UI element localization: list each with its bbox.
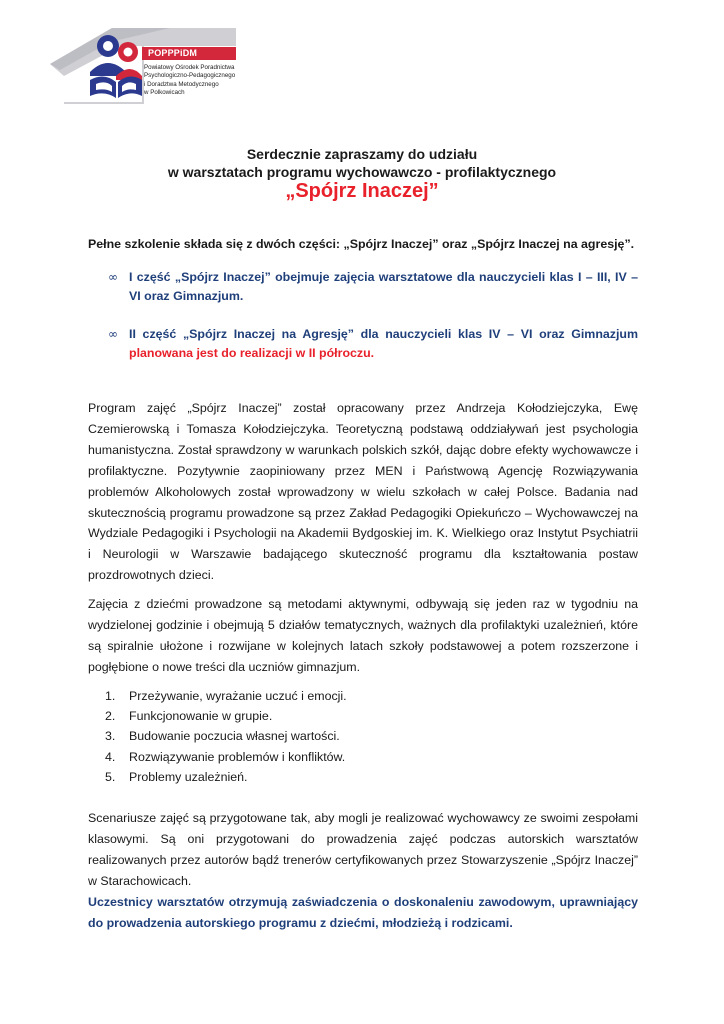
list-item-text: Rozwiązywanie problemów i konfliktów. — [129, 749, 346, 764]
institution-logo — [50, 24, 240, 106]
bullet-part-two-schedule: planowana jest do realizacji w II półroczu. — [129, 346, 375, 360]
training-intro: Pełne szkolenie składa się z dwóch części: „Spójrz Inaczej” oraz „Spójrz Inaczej na agresję”. — [88, 237, 635, 251]
list-item — [105, 726, 347, 746]
logo-line: w Polkowicach — [144, 89, 185, 97]
bullet-part-two-text — [129, 325, 638, 363]
list-item-number: 2. — [105, 709, 116, 724]
list-item-number: 3. — [105, 729, 116, 744]
list-item-number: 5. — [105, 769, 116, 784]
logo-line: i Doradztwa Metodycznego — [144, 80, 219, 88]
topic-list — [105, 686, 347, 787]
logo-institution-name — [144, 64, 244, 98]
program-description: Program zajęć „Spójrz Inaczej” został opracowany przez Andrzeja Kołodziejczyka, Ewę Czemierowską i Tomasza Kołodziejczyka. Teoretyczną podstawą oddziaływań jest psychologia humanistyczna. Został sprawdzony w warunkach polskich szkół, dając dobre efekty wychowawcze i profilaktyczne. Pozytywnie zaopiniowany przez MEN i Państwową Agencję Rozwiązywania problemów Alkoholowych został wprowadzony w wielu szkołach w całej Polsce. Badania nad skutecznością programu prowadzone są przez Zakład Pedagogiki Opiekuńczo – Wychowawczej na Wydziale Pedagogiki i Psychologii na Akademii Bydgoskiej im. K. Wielkiego oraz Instytut Psychiatrii i Neurologii w Warszawie badającego skuteczność programu dla kształtowania postaw prozdrowotnych dzieci. — [88, 401, 638, 583]
logo-line: Powiatowy Ośrodek Poradnictwa — [144, 64, 235, 71]
logo-line: Psychologiczno-Pedagogicznego — [144, 72, 236, 80]
invitation-line-2: w warsztatach programu wychowawczo - profilaktycznego — [167, 164, 557, 180]
list-item — [105, 747, 347, 767]
list-item-text: Budowanie poczucia własnej wartości. — [129, 729, 340, 744]
infinity-bullet-icon: ∞ — [108, 270, 118, 284]
list-item — [105, 706, 347, 726]
logo-badge: POPPPiDM — [142, 47, 236, 60]
list-item-text: Przeżywanie, wyrażanie uczuć i emocji. — [129, 689, 347, 703]
list-item — [105, 767, 347, 787]
bullet-part-one-text: I część „Spójrz Inaczej” obejmuje zajęcia warsztatowe dla nauczycieli klas I – III, IV – VI oraz Gimnazjum. — [129, 270, 638, 303]
program-title: „Spójrz Inaczej” — [285, 180, 439, 202]
list-item-number: 4. — [105, 749, 116, 764]
bullet-part-two-main: II część „Spójrz Inaczej na Agresję” dla nauczycieli klas IV – VI oraz Gimnazjum — [129, 327, 638, 341]
list-item-number: 1. — [105, 689, 116, 703]
list-item — [105, 686, 347, 706]
list-item-text: Funkcjonowanie w grupie. — [129, 709, 273, 724]
list-item-text: Problemy uzależnień. — [129, 769, 248, 784]
classes-description: Zajęcia z dziećmi prowadzone są metodami aktywnymi, odbywają się jeden raz w tygodniu na wydzielonej godzinie i obejmują 5 działów tematycznych, ważnych dla profilaktyki uzależnień, które są spiralnie ułożone i rozwijane w kolejnych latach szkoły podstawowej a potem rozszerzone i pogłębione o nowe treści dla uczniów gimnazjum. — [88, 597, 638, 674]
infinity-bullet-icon: ∞ — [108, 327, 118, 341]
certificate-note: Uczestnicy warsztatów otrzymują zaświadczenia o doskonaleniu zawodowym, uprawniający do prowadzenia autorskiego programu z dziećmi, młodzieżą i rodzicami. — [88, 895, 638, 930]
invitation-line-1: Serdecznie zapraszamy do udziału — [246, 146, 478, 162]
scenarios-description: Scenariusze zajęć są przygotowane tak, aby mogli je realizować wychowawcy ze swoimi zespołami klasowymi. Są oni przygotowani do prowadzenia zajęć podczas autorskich warsztatów realizowanych przez autorów bądź trenerów certyfikowanych przez Stowarzyszenie „Spójrz Inaczej” w Starachowicach. — [88, 811, 638, 888]
